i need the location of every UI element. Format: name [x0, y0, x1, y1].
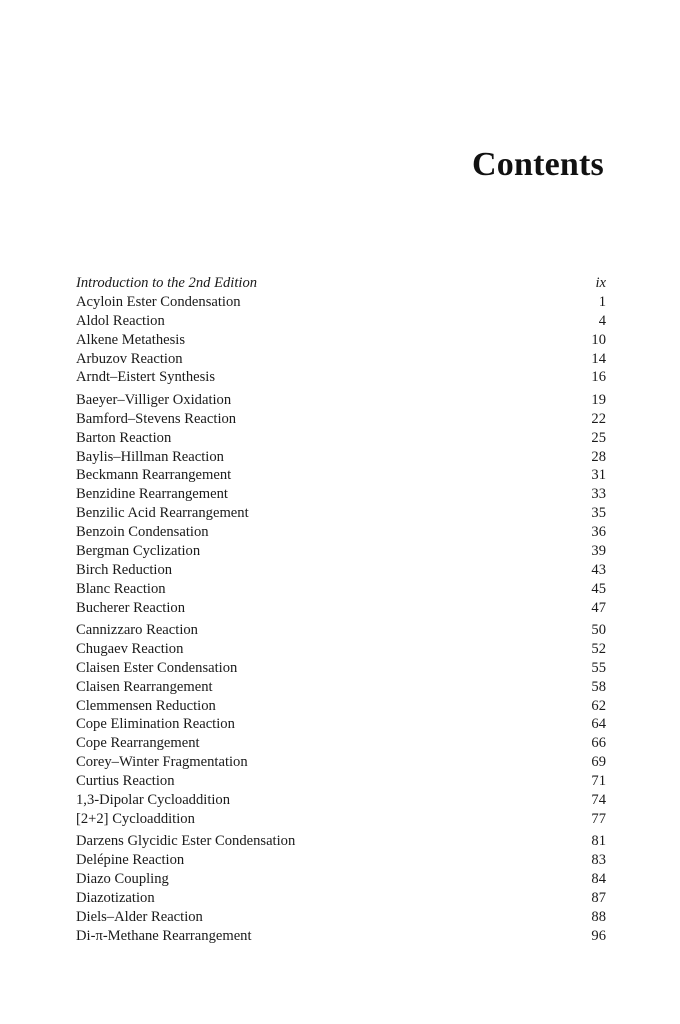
toc-entry [76, 927, 606, 946]
toc-entry-page: 66 [591, 735, 606, 752]
toc-entry [76, 870, 606, 889]
toc-entry-title: Alkene Metathesis [76, 331, 186, 348]
toc-entry-page: 10 [591, 331, 606, 348]
toc-entry-page: 84 [591, 871, 606, 888]
toc-entry [76, 466, 606, 485]
toc-entry-page: 50 [591, 622, 606, 639]
toc-entry-page: 58 [591, 678, 606, 695]
toc-entry-page: 16 [591, 369, 606, 386]
toc-entry-title: Delépine Reaction [76, 852, 185, 869]
toc-entry-title: Claisen Ester Condensation [76, 659, 238, 676]
toc-entry [76, 448, 606, 467]
toc-entry-title: Claisen Rearrangement [76, 678, 213, 695]
toc-entry-title: Cope Elimination Reaction [76, 716, 235, 733]
toc-entry-title: Diazo Coupling [76, 871, 169, 888]
toc-entry-page: 28 [591, 448, 606, 465]
toc-entry-page: 19 [591, 391, 606, 408]
toc-entry [76, 391, 606, 410]
toc-entry-title: Benzilic Acid Rearrangement [76, 505, 249, 522]
toc-entry [76, 331, 606, 350]
toc-entry [76, 485, 606, 504]
toc-entry-title: Cope Rearrangement [76, 735, 200, 752]
toc-entry-page: 31 [591, 467, 606, 484]
toc-entry [76, 580, 606, 599]
toc-entry [76, 523, 606, 542]
toc-entry-page: 87 [591, 890, 606, 906]
toc-entry-title: Curtius Reaction [76, 773, 175, 790]
toc-entry-page: 43 [591, 561, 606, 578]
toc-entry [76, 810, 606, 829]
toc-entry-title: Blanc Reaction [76, 580, 166, 597]
toc-entry-page: 96 [591, 927, 606, 944]
toc-entry-title: 1,3-Dipolar Cycloaddition [76, 792, 231, 809]
toc-entry [76, 410, 606, 429]
toc-entry-title: Chugaev Reaction [76, 640, 184, 657]
toc-entry [76, 772, 606, 791]
toc-entry-title: Benzidine Rearrangement [76, 486, 228, 503]
toc-entry-title: Clemmensen Reduction [76, 697, 216, 714]
toc-entry [76, 599, 606, 618]
toc-entry [76, 659, 606, 678]
toc-entry-title: Arndt–Eistert Synthesis [76, 369, 216, 386]
toc-entry-page: 55 [591, 659, 606, 676]
toc-entry-title: Bucherer Reaction [76, 599, 185, 616]
toc-entry-page: 36 [591, 524, 606, 541]
toc-entry-page: 69 [591, 754, 606, 771]
toc-entry [76, 312, 606, 331]
toc-entry-title: Cannizzaro Reaction [76, 622, 198, 639]
toc-entry [76, 832, 606, 851]
toc-entry-title: Bamford–Stevens Reaction [76, 410, 237, 427]
toc-entry-page: ix [595, 275, 606, 291]
toc-entry [76, 753, 606, 772]
toc-entry [76, 293, 606, 312]
toc-entry [76, 429, 606, 448]
toc-entry-title: Beckmann Rearrangement [76, 467, 232, 484]
toc-entry-page: 14 [591, 350, 606, 367]
toc-entry-title: Baeyer–Villiger Oxidation [76, 391, 232, 408]
toc-entry-title: Baylis–Hillman Reaction [76, 448, 224, 465]
toc-entry-page: 1 [598, 293, 606, 310]
toc-entry [76, 734, 606, 753]
toc-entry-page: 62 [591, 697, 606, 714]
toc-entry-page: 33 [591, 486, 606, 503]
toc-entry-title: Birch Reduction [76, 561, 173, 578]
toc-entry [76, 697, 606, 716]
toc-entry [76, 678, 606, 697]
toc-entry [76, 908, 606, 927]
toc-entry [76, 640, 606, 659]
toc-entry [76, 542, 606, 561]
toc-entry [76, 368, 606, 387]
toc-entry [76, 851, 606, 870]
toc-entry-title: Corey–Winter Fragmentation [76, 754, 248, 771]
toc-entry-title: Aldol Reaction [76, 312, 165, 329]
toc-entry [76, 621, 606, 640]
toc-entry-title: Acyloin Ester Condensation [76, 293, 241, 310]
toc-entry-title: [2+2] Cycloaddition [76, 810, 195, 827]
toc-entry-page: 47 [591, 599, 606, 616]
toc-entry-title: Bergman Cyclization [76, 542, 201, 559]
toc-entry-title: Benzoin Condensation [76, 524, 209, 541]
table-of-contents [76, 274, 606, 946]
toc-entry-page: 81 [591, 833, 606, 850]
toc-entry-page: 74 [591, 792, 606, 809]
toc-entry-page: 83 [591, 852, 606, 869]
toc-entry [76, 791, 606, 810]
toc-entry [76, 350, 606, 369]
toc-entry [76, 715, 606, 734]
toc-entry-page: 88 [591, 908, 606, 925]
toc-entry-title: Diels–Alder Reaction [76, 908, 203, 925]
toc-entry-title: Diazotization [76, 890, 155, 906]
toc-entry-title: Barton Reaction [76, 429, 172, 446]
toc-entry [76, 504, 606, 523]
toc-entry-page: 52 [591, 640, 606, 657]
page-title: Contents [472, 146, 604, 183]
toc-entry-page: 39 [591, 542, 606, 559]
toc-entry-page: 77 [591, 810, 606, 827]
toc-entry-page: 35 [591, 505, 606, 522]
toc-entry [76, 561, 606, 580]
toc-entry-page: 4 [598, 312, 606, 329]
toc-entry-title: Darzens Glycidic Ester Condensation [76, 833, 296, 850]
toc-entry-introduction [76, 274, 606, 293]
toc-entry-page: 22 [591, 410, 606, 427]
toc-entry-page: 45 [591, 580, 606, 597]
toc-entry [76, 889, 606, 908]
toc-entry-page: 64 [591, 716, 606, 733]
toc-entry-title: Di-π-Methane Rearrangement [76, 927, 252, 944]
toc-entry-title: Introduction to the 2nd Edition [76, 275, 258, 291]
toc-entry-page: 25 [591, 429, 606, 446]
toc-entry-title: Arbuzov Reaction [76, 350, 183, 367]
toc-entry-page: 71 [591, 773, 606, 790]
